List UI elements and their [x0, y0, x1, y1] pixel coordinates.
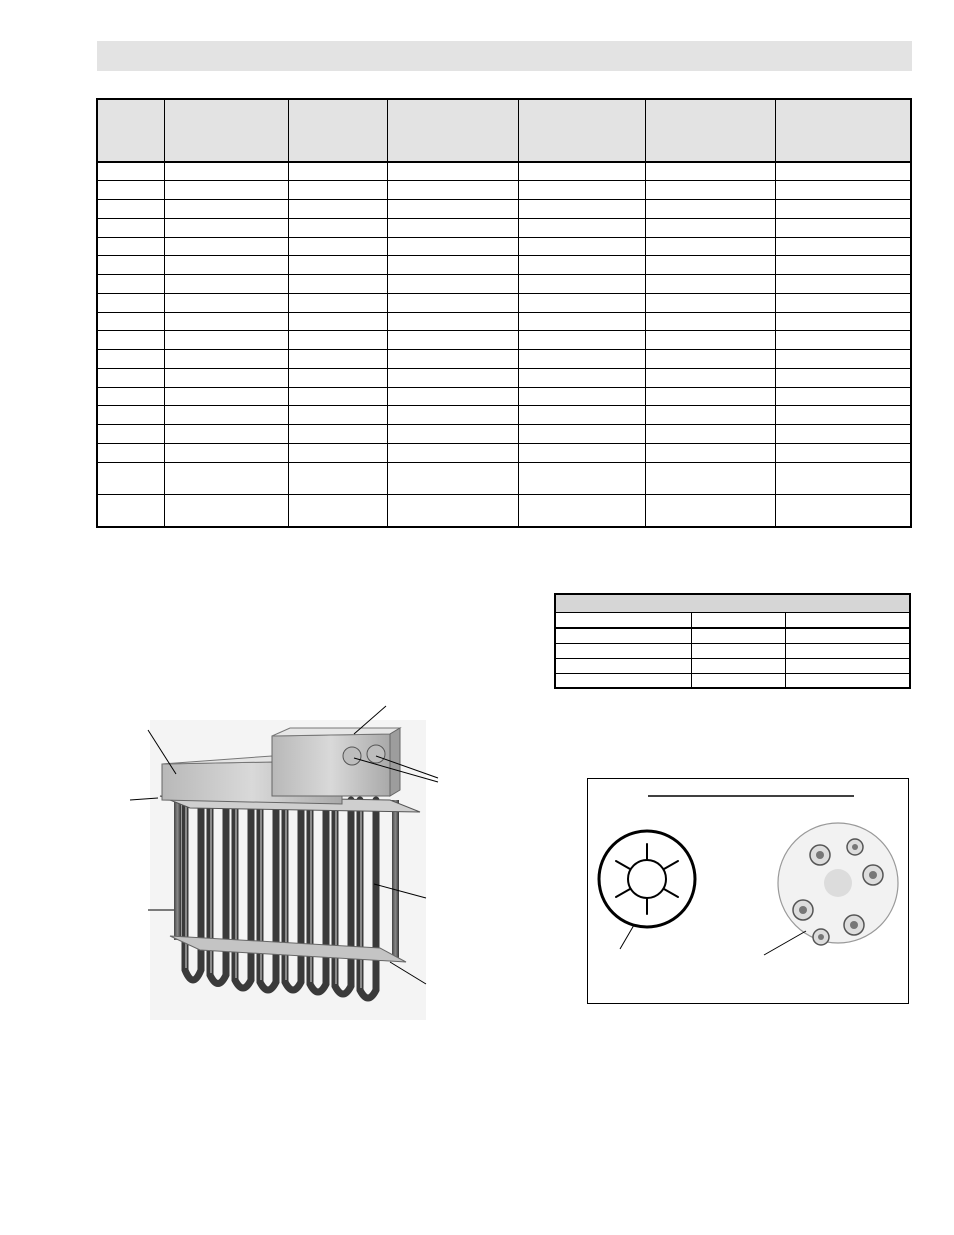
- table-cell: [785, 643, 910, 658]
- column-header: [518, 99, 645, 162]
- table-cell: [645, 312, 775, 331]
- table-row: [97, 462, 911, 494]
- small-table-title: [555, 594, 910, 613]
- table-cell: [518, 462, 645, 494]
- table-cell: [288, 275, 387, 294]
- table-cell: [387, 462, 518, 494]
- table-cell: [288, 256, 387, 275]
- table-cell: [288, 495, 387, 527]
- table-cell: [164, 495, 288, 527]
- table-cell: [97, 425, 164, 444]
- table-cell: [288, 200, 387, 219]
- table-cell: [518, 443, 645, 462]
- table-cell: [645, 425, 775, 444]
- table-cell: [288, 406, 387, 425]
- table-cell: [288, 331, 387, 350]
- table-cell: [645, 162, 775, 181]
- table-cell: [775, 368, 911, 387]
- table-cell: [555, 658, 691, 673]
- table-cell: [164, 312, 288, 331]
- table-cell: [97, 368, 164, 387]
- table-cell: [97, 312, 164, 331]
- table-cell: [164, 218, 288, 237]
- table-cell: [645, 256, 775, 275]
- table-cell: [387, 406, 518, 425]
- table-cell: [387, 350, 518, 369]
- table-cell: [518, 368, 645, 387]
- table-row: [97, 237, 911, 256]
- table-cell: [645, 495, 775, 527]
- column-header: [785, 613, 910, 629]
- table-cell: [775, 181, 911, 200]
- table-row: [97, 200, 911, 219]
- table-cell: [775, 387, 911, 406]
- table-cell: [518, 350, 645, 369]
- table-row: [97, 293, 911, 312]
- table-cell: [387, 387, 518, 406]
- table-cell: [97, 443, 164, 462]
- table-cell: [518, 256, 645, 275]
- table-cell: [164, 181, 288, 200]
- column-header: [164, 99, 288, 162]
- table-cell: [97, 181, 164, 200]
- table-cell: [164, 425, 288, 444]
- table-header-row: [97, 99, 911, 162]
- table-cell: [97, 462, 164, 494]
- table-cell: [288, 218, 387, 237]
- table-cell: [387, 162, 518, 181]
- table-cell: [97, 495, 164, 527]
- column-header: [645, 99, 775, 162]
- table-row: [97, 312, 911, 331]
- table-cell: [288, 368, 387, 387]
- table-cell: [518, 425, 645, 444]
- table-cell: [518, 406, 645, 425]
- table-cell: [97, 350, 164, 369]
- column-header: [691, 613, 785, 629]
- table-cell: [518, 181, 645, 200]
- connector-diagram: [587, 778, 909, 1004]
- table-cell: [518, 293, 645, 312]
- table-cell: [645, 218, 775, 237]
- column-header: [555, 613, 691, 629]
- table-cell: [288, 181, 387, 200]
- column-header: [387, 99, 518, 162]
- table-cell: [645, 406, 775, 425]
- table-cell: [645, 387, 775, 406]
- table-cell: [785, 658, 910, 673]
- table-cell: [691, 658, 785, 673]
- table-cell: [164, 462, 288, 494]
- table-cell: [518, 200, 645, 219]
- table-cell: [387, 495, 518, 527]
- table-cell: [775, 495, 911, 527]
- table-cell: [775, 200, 911, 219]
- table-cell: [97, 162, 164, 181]
- table-cell: [164, 350, 288, 369]
- table-cell: [164, 331, 288, 350]
- table-row: [97, 406, 911, 425]
- table-cell: [164, 387, 288, 406]
- table-cell: [387, 368, 518, 387]
- table-cell: [555, 628, 691, 643]
- table-row: [97, 443, 911, 462]
- table-cell: [97, 331, 164, 350]
- table-row: [555, 643, 910, 658]
- table-cell: [775, 275, 911, 294]
- table-cell: [387, 256, 518, 275]
- table-cell: [645, 181, 775, 200]
- table-cell: [164, 275, 288, 294]
- table-cell: [518, 312, 645, 331]
- table-cell: [97, 218, 164, 237]
- table-cell: [555, 643, 691, 658]
- table-row: [97, 256, 911, 275]
- table-row: [97, 368, 911, 387]
- table-row: [97, 218, 911, 237]
- table-cell: [518, 162, 645, 181]
- table-cell: [518, 331, 645, 350]
- table-row: [555, 673, 910, 688]
- table-cell: [164, 406, 288, 425]
- table-cell: [645, 275, 775, 294]
- socket-face-icon: [599, 831, 695, 927]
- table-cell: [518, 495, 645, 527]
- table-cell: [691, 643, 785, 658]
- table-cell: [645, 293, 775, 312]
- table-cell: [645, 462, 775, 494]
- table-cell: [164, 200, 288, 219]
- table-cell: [288, 350, 387, 369]
- table-cell: [387, 218, 518, 237]
- table-cell: [775, 443, 911, 462]
- table-cell: [164, 256, 288, 275]
- small-table-title-row: [555, 594, 910, 613]
- table-cell: [645, 200, 775, 219]
- table-cell: [775, 406, 911, 425]
- table-row: [97, 425, 911, 444]
- table-cell: [518, 275, 645, 294]
- small-table-body: [555, 628, 910, 688]
- table-row: [555, 628, 910, 643]
- table-cell: [164, 237, 288, 256]
- table-cell: [164, 293, 288, 312]
- table-cell: [691, 628, 785, 643]
- table-cell: [288, 443, 387, 462]
- table-cell: [645, 368, 775, 387]
- table-cell: [645, 331, 775, 350]
- table-cell: [288, 293, 387, 312]
- table-cell: [518, 218, 645, 237]
- table-cell: [775, 256, 911, 275]
- table-cell: [288, 425, 387, 444]
- table-row: [97, 162, 911, 181]
- table-cell: [645, 237, 775, 256]
- table-row: [97, 181, 911, 200]
- table-cell: [387, 425, 518, 444]
- table-cell: [775, 331, 911, 350]
- table-cell: [288, 462, 387, 494]
- table-cell: [387, 312, 518, 331]
- small-table-header-row: [555, 613, 910, 629]
- column-header: [97, 99, 164, 162]
- table-body: [97, 162, 911, 527]
- right-callout-leader: [764, 931, 806, 955]
- table-cell: [518, 237, 645, 256]
- table-row: [97, 275, 911, 294]
- table-cell: [97, 200, 164, 219]
- column-header: [775, 99, 911, 162]
- table-cell: [775, 462, 911, 494]
- table-cell: [288, 387, 387, 406]
- table-cell: [387, 443, 518, 462]
- table-cell: [775, 350, 911, 369]
- table-cell: [387, 331, 518, 350]
- knockout-icon: [343, 747, 361, 765]
- table-cell: [775, 293, 911, 312]
- heater-photo: [90, 700, 440, 1025]
- table-row: [97, 495, 911, 527]
- table-row: [555, 658, 910, 673]
- table-cell: [387, 237, 518, 256]
- table-cell: [387, 181, 518, 200]
- table-cell: [97, 406, 164, 425]
- column-header: [288, 99, 387, 162]
- table-cell: [97, 387, 164, 406]
- table-cell: [288, 162, 387, 181]
- table-cell: [645, 350, 775, 369]
- table-cell: [387, 200, 518, 219]
- pin-face-icon: [778, 823, 898, 945]
- table-row: [97, 350, 911, 369]
- table-cell: [645, 443, 775, 462]
- table-cell: [97, 275, 164, 294]
- table-cell: [775, 425, 911, 444]
- table-cell: [775, 237, 911, 256]
- table-cell: [164, 443, 288, 462]
- table-cell: [775, 162, 911, 181]
- table-cell: [387, 275, 518, 294]
- table-cell: [387, 293, 518, 312]
- table-cell: [288, 312, 387, 331]
- table-cell: [775, 312, 911, 331]
- table-cell: [97, 237, 164, 256]
- table-cell: [555, 673, 691, 688]
- section-header-bar: [97, 41, 912, 71]
- table-cell: [785, 628, 910, 643]
- table-cell: [164, 162, 288, 181]
- table-cell: [164, 368, 288, 387]
- table-cell: [691, 673, 785, 688]
- small-spec-table: [554, 593, 911, 689]
- table-row: [97, 331, 911, 350]
- junction-box: [272, 734, 390, 796]
- left-callout-leader: [620, 925, 634, 949]
- table-cell: [775, 218, 911, 237]
- table-cell: [518, 387, 645, 406]
- table-cell: [97, 293, 164, 312]
- table-cell: [785, 673, 910, 688]
- table-cell: [288, 237, 387, 256]
- table-cell: [97, 256, 164, 275]
- heater-spec-table: [96, 98, 912, 528]
- table-row: [97, 387, 911, 406]
- knockout-icon: [367, 745, 385, 763]
